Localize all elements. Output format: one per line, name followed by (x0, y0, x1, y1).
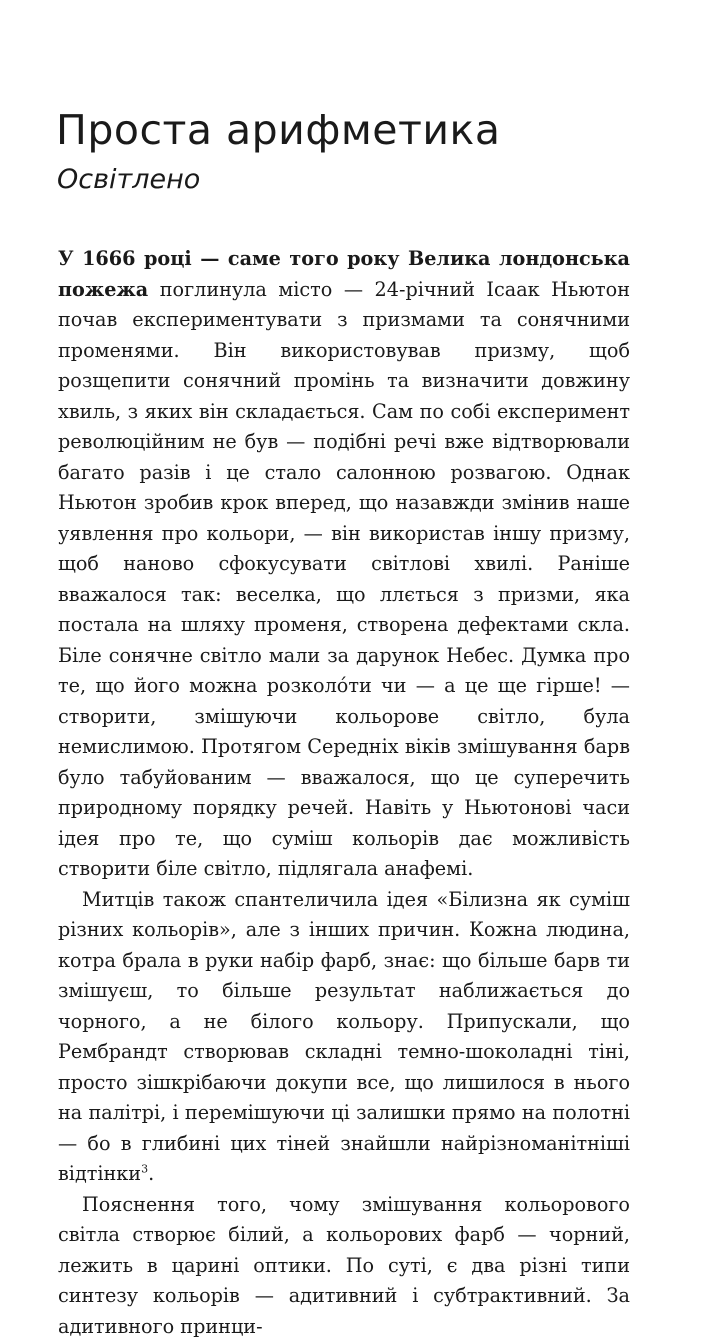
paragraph-1 (58, 244, 630, 885)
paragraph-1-lead: У 1666 році — саме того року Велика лондонська пожежа (58, 247, 630, 301)
paragraph-2-end: . (148, 1162, 154, 1185)
chapter-title: Проста арифметика (56, 104, 500, 156)
chapter-subtitle: Освітлено (57, 160, 200, 200)
footnote-marker[interactable]: 3 (141, 1163, 148, 1176)
paragraph-2-text: Митців також спантеличила ідея «Білизна як суміш різних кольорів», але з інших причин. Кожна людина, котра брала в руки набір фарб, знає: що більше барв ти змішуєш, то більше результат наближається до чорного, а не білого кольору. Припускали, що Рембрандт створював складні темно-шоколадні тіні, просто зішкрібаючи докупи все, що лишилося в нього на палітрі, і перемішуючи ці залишки прямо на полотні — бо в глибині цих тіней знайшли найрізноманітніші відтінки (58, 888, 630, 1186)
paragraph-3-text: Пояснення того, чому змішування кольорового світла створює білий, а кольорових фарб — чорний, лежить в царині оптики. По суті, є два різні типи синтезу кольорів — адитивний і субтрактивний. За адитивного принци- (58, 1193, 630, 1338)
body-text (58, 244, 630, 1342)
paragraph-3 (58, 1190, 630, 1342)
paragraph-2 (58, 885, 630, 1190)
paragraph-1-text: поглинула місто — 24-річний Ісаак Ньютон почав експериментувати з призмами та сонячними променями. Він використовував призму, щоб розщепити сонячний промінь та визначити довжину хвиль, з яких він складається. Сам по собі експеримент революційним не був — подібні речі вже відтворювали багато разів і це стало салонною розвагою. Однак Ньютон зробив крок вперед, що назавжди змінив наше уявлення про кольори, — він використав іншу призму, щоб наново сфокусувати світлові хвилі. Раніше вважалося так: веселка, що ллється з призми, яка постала на шляху променя, створена дефектами скла. Біле сонячне світло мали за дарунок Небес. Думка про те, що його можна розколо́ти чи — а це ще гірше! — створити, змішуючи кольорове світло, була немислимою. Протягом Середніх віків змішування барв було табуйованим — вважалося, що це суперечить природному порядку речей. Навіть у Ньютонові часи ідея про те, що суміш кольорів дає можливість створити біле світло, підлягала анафемі. (58, 278, 630, 881)
